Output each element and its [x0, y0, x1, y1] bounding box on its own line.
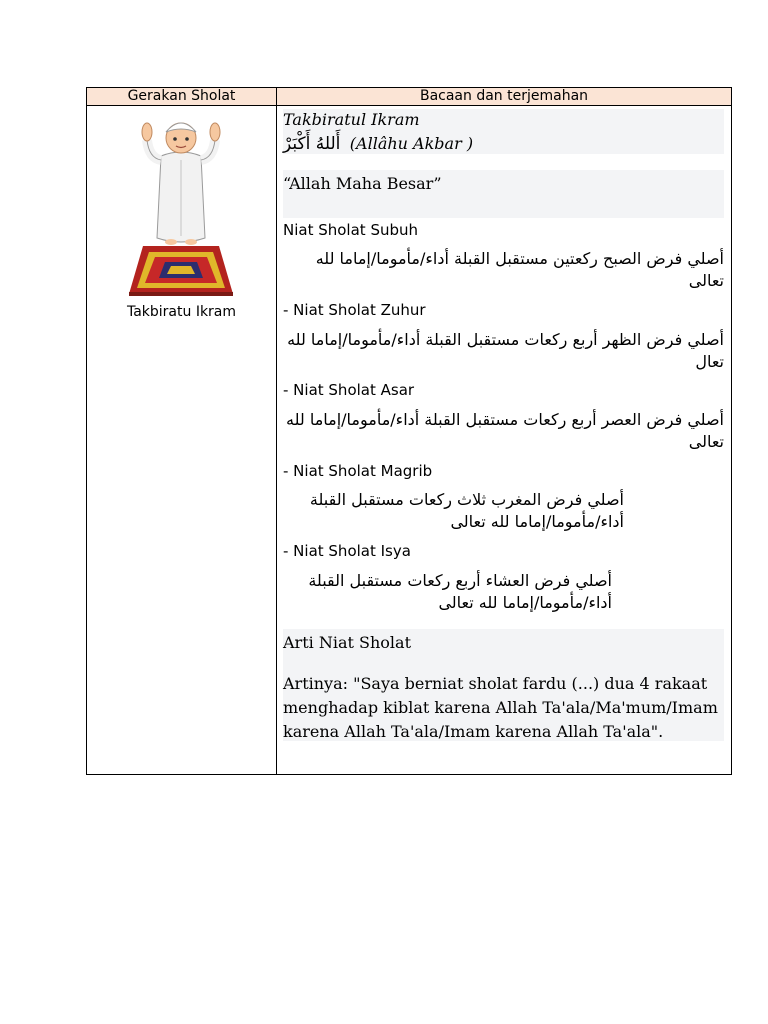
- takbir-line: [283, 133, 724, 155]
- niat-asar-arabic: أصلي فرض العصر أربع ركعات مستقبل القبلة أداء/مأموما/إماما لله تعالى: [285, 410, 724, 451]
- niat-isya-arabic-line1: أصلي فرض العشاء أربع ركعات مستقبل القبلة: [308, 571, 612, 590]
- header-gerakan: Gerakan Sholat: [127, 88, 236, 104]
- arti-text-line: menghadap kiblat karena Allah Ta'ala/Ma'mum/Imam: [283, 698, 718, 717]
- arti-text-line: Artinya: "Saya berniat sholat fardu (...) dua 4 rakaat: [283, 674, 708, 693]
- niat-isya-arabic-line2: أداء/مأموما/إماما لله تعالى: [438, 593, 612, 612]
- arti-text-line: karena Allah Ta'ala/Imam karena Allah Ta'ala".: [283, 722, 664, 741]
- niat-subuh-arabic: أصلي فرض الصبح ركعتين مستقبل القبلة أداء/مأموما/إماما لله تعالى: [315, 249, 724, 290]
- praying-boy-illustration: [121, 108, 241, 302]
- niat-magrib-label: - Niat Sholat Magrib: [283, 462, 433, 480]
- niat-magrib-arabic-line2: أداء/مأموما/إماما لله تعالى: [450, 512, 624, 531]
- prayer-table: [86, 87, 732, 775]
- takbir-latin: (Allâhu Akbar ): [349, 134, 474, 153]
- niat-isya-label: - Niat Sholat Isya: [283, 542, 411, 560]
- arti-text: [283, 672, 724, 744]
- niat-isya-arabic: [283, 570, 612, 614]
- niat-asar-label: - Niat Sholat Asar: [283, 381, 415, 399]
- arti-heading: Arti Niat Sholat: [283, 633, 411, 652]
- takbir-arabic: أَللهُ أَكْبَرْ: [283, 134, 341, 154]
- table-header-row: [87, 88, 731, 106]
- column-divider: [276, 88, 277, 774]
- takbir-meaning: “Allah Maha Besar”: [283, 174, 442, 193]
- takbir-title: Takbiratul Ikram: [283, 110, 420, 129]
- niat-subuh-label: Niat Sholat Subuh: [283, 221, 419, 239]
- movement-caption: Takbiratu Ikram: [126, 304, 237, 320]
- niat-zuhur-label: - Niat Sholat Zuhur: [283, 301, 426, 319]
- prayer-rug-icon: [129, 246, 233, 296]
- niat-magrib-arabic: [283, 489, 624, 533]
- niat-zuhur-arabic: أصلي فرض الظهر أربع ركعات مستقبل القبلة أداء/مأموما/إماما لله تعال: [287, 330, 724, 371]
- header-bacaan: Bacaan dan terjemahan: [419, 88, 589, 104]
- niat-magrib-arabic-line1: أصلي فرض المغرب ثلاث ركعات مستقبل القبلة: [309, 490, 624, 509]
